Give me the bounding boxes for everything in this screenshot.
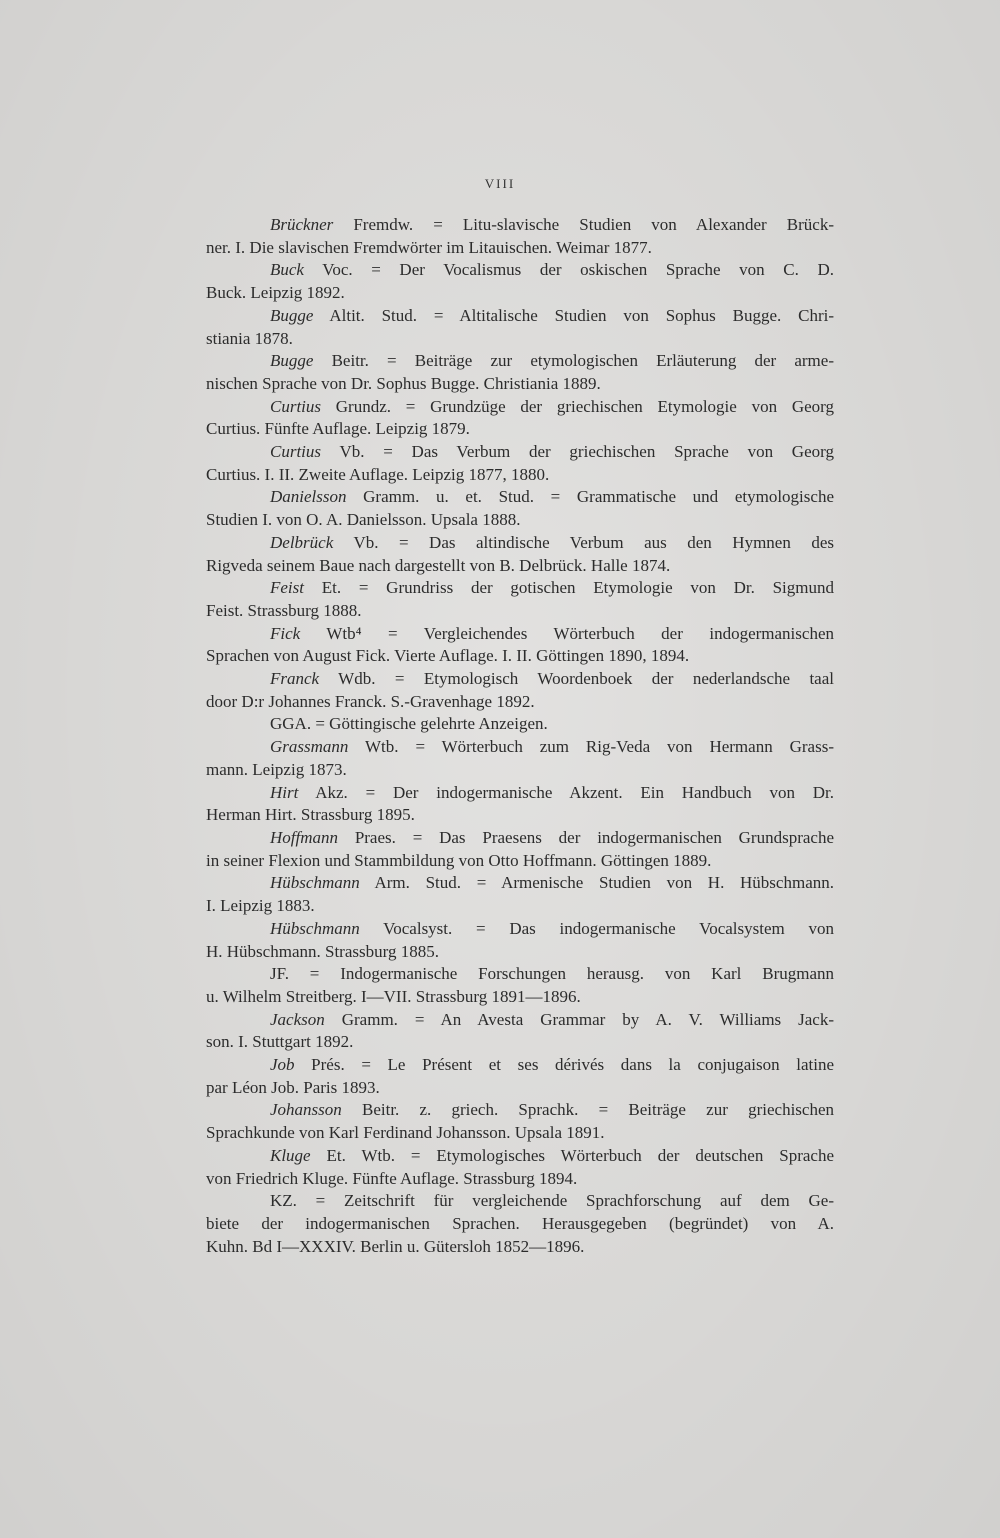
entry-abbreviation: Feist [270, 578, 304, 598]
entry-text: H. Hübschmann. Strassburg 1885. [206, 941, 439, 961]
entry-line [206, 600, 834, 623]
entry-text: door D:r Johannes Franck. S.-Gravenhage 1892. [206, 691, 535, 711]
entry-text: Curtius. I. II. Zweite Auflage. Leipzig 1877, 1880. [206, 464, 550, 484]
entry-line [206, 577, 834, 600]
entry-abbreviation: Kluge [270, 1145, 311, 1165]
entry-text: JF. = Indogermanische Forschungen herausg. von Karl Brugmann [270, 964, 834, 984]
entry-text: Curtius. Fünfte Auflage. Leipzig 1879. [206, 419, 470, 439]
entry-abbreviation: Curtius [270, 396, 322, 416]
bibliography-entry [206, 214, 834, 259]
entry-abbreviation: Fick [270, 623, 301, 643]
bibliography-entry [206, 623, 834, 668]
entry-text: mann. Leipzig 1873. [206, 759, 347, 779]
entry-line [206, 305, 834, 328]
entry-text: Vb. = Das altindische Verbum aus den Hymnen des [333, 532, 834, 552]
bibliography-entry [206, 1145, 834, 1190]
bibliography-entry [206, 872, 834, 917]
bibliography-entry [206, 963, 834, 1008]
bibliography-entry [206, 441, 834, 486]
entry-text: Wtb⁴ = Vergleichendes Wörterbuch der indogermanischen [300, 623, 834, 643]
entry-line [206, 645, 834, 668]
entry-text: Gramm. u. et. Stud. = Grammatische und etymologische [346, 487, 834, 507]
bibliography-entry [206, 713, 834, 736]
entry-abbreviation: Jackson [270, 1009, 325, 1029]
entry-line [206, 532, 834, 555]
entry-text: Sprachkunde von Karl Ferdinand Johansson. Upsala 1891. [206, 1123, 605, 1143]
entry-line [206, 214, 834, 237]
entry-line [206, 237, 834, 260]
entry-line [206, 872, 834, 895]
entry-abbreviation: Franck [270, 669, 320, 689]
entry-line [206, 1145, 834, 1168]
entry-line [206, 1099, 834, 1122]
entry-text: Grundz. = Grundzüge der griechischen Etymologie von Georg [321, 396, 834, 416]
entry-text: Kuhn. Bd I—XXXIV. Berlin u. Gütersloh 1852—1896. [206, 1236, 585, 1256]
entry-abbreviation: Hirt [270, 782, 299, 802]
entry-text: Gramm. = An Avesta Grammar by A. V. Williams Jack- [324, 1009, 834, 1029]
entry-line [206, 1236, 834, 1259]
entry-line [206, 464, 834, 487]
entry-line [206, 282, 834, 305]
entry-line [206, 555, 834, 578]
entry-line [206, 850, 834, 873]
entry-abbreviation: Job [270, 1055, 295, 1075]
entry-text: Akz. = Der indogermanische Akzent. Ein Handbuch von Dr. [298, 782, 834, 802]
entry-text: Beitr. z. griech. Sprachk. = Beiträge zur griechischen [341, 1100, 834, 1120]
entry-line [206, 328, 834, 351]
entry-line [206, 782, 834, 805]
entry-text: Altit. Stud. = Altitalische Studien von Sophus Bugge. Chri- [313, 305, 834, 325]
bibliography-entry [206, 1054, 834, 1099]
entry-line [206, 396, 834, 419]
entry-text: stiania 1878. [206, 328, 293, 348]
entry-abbreviation: Grassmann [270, 737, 349, 757]
bibliography-entry [206, 396, 834, 441]
entry-text: Arm. Stud. = Armenische Studien von H. Hübschmann. [359, 873, 834, 893]
entry-line [206, 441, 834, 464]
entry-line [206, 1077, 834, 1100]
entry-abbreviation: Johansson [270, 1100, 342, 1120]
bibliography-entry [206, 668, 834, 713]
entry-text: u. Wilhelm Streitberg. I—VII. Strassburg 1891—1896. [206, 986, 581, 1006]
entry-line [206, 895, 834, 918]
entry-text: Et. Wtb. = Etymologisches Wörterbuch der deutschen Sprache [310, 1145, 834, 1165]
entry-text: Feist. Strassburg 1888. [206, 600, 362, 620]
entry-text: Vb. = Das Verbum der griechischen Sprache von Georg [321, 442, 834, 462]
entry-text: GGA. = Göttingische gelehrte Anzeigen. [270, 714, 548, 734]
entry-text: Rigveda seinem Baue nach dargestellt von B. Delbrück. Halle 1874. [206, 555, 671, 575]
entry-text: biete der indogermanischen Sprachen. Herausgegeben (begründet) von A. [206, 1213, 834, 1233]
bibliography-entry [206, 532, 834, 577]
entry-abbreviation: Delbrück [270, 532, 334, 552]
entry-line [206, 668, 834, 691]
entry-text: Wtb. = Wörterbuch zum Rig-Veda von Hermann Grass- [348, 737, 834, 757]
entry-line [206, 963, 834, 986]
entry-text: Prés. = Le Présent et ses dérivés dans la conjugaison latine [294, 1055, 834, 1075]
entry-line [206, 691, 834, 714]
entry-text: Beitr. = Beiträge zur etymologischen Erläuterung der arme- [313, 351, 834, 371]
entry-abbreviation: Hübschmann [270, 918, 360, 938]
bibliography-entry [206, 577, 834, 622]
bibliography-entry [206, 918, 834, 963]
entry-text: ner. I. Die slavischen Fremdwörter im Litauischen. Weimar 1877. [206, 237, 652, 257]
entry-line [206, 1054, 834, 1077]
entry-text: Studien I. von O. A. Danielsson. Upsala 1888. [206, 510, 521, 530]
bibliography-entry [206, 350, 834, 395]
entry-abbreviation: Bugge [270, 305, 314, 325]
entry-line [206, 759, 834, 782]
entry-abbreviation: Buck [270, 260, 304, 280]
entry-text: Wdb. = Etymologisch Woordenboek der nederlandsche taal [319, 669, 834, 689]
bibliography-entry [206, 1009, 834, 1054]
bibliography-entry [206, 736, 834, 781]
entry-line [206, 486, 834, 509]
entry-abbreviation: Hübschmann [270, 873, 360, 893]
entry-text: son. I. Stuttgart 1892. [206, 1032, 354, 1052]
bibliography-entry [206, 1099, 834, 1144]
entry-abbreviation: Curtius [270, 442, 322, 462]
entry-line [206, 509, 834, 532]
entry-text: Praes. = Das Praesens der indogermanischen Grundsprache [338, 827, 834, 847]
entry-line [206, 827, 834, 850]
entry-line [206, 623, 834, 646]
entry-abbreviation: Hoffmann [270, 827, 338, 847]
entry-text: Fremdw. = Litu-slavische Studien von Alexander Brück- [333, 215, 834, 234]
entry-line [206, 804, 834, 827]
bibliography-entry [206, 259, 834, 304]
entry-text: Vocalsyst. = Das indogermanische Vocalsystem von [359, 918, 834, 938]
bibliography-entry [206, 486, 834, 531]
entry-line [206, 418, 834, 441]
bibliography-entry [206, 827, 834, 872]
entry-text: Sprachen von August Fick. Vierte Auflage. I. II. Göttingen 1890, 1894. [206, 646, 690, 666]
entry-text: Et. = Grundriss der gotischen Etymologie von Dr. Sigmund [304, 578, 834, 598]
entry-line [206, 1190, 834, 1213]
page-number: VIII [484, 176, 516, 191]
entry-text: von Friedrich Kluge. Fünfte Auflage. Strassburg 1894. [206, 1168, 578, 1188]
entry-line [206, 918, 834, 941]
bibliography-entry [206, 1190, 834, 1258]
bibliography-entry [206, 782, 834, 827]
entry-line [206, 259, 834, 282]
entry-text: nischen Sprache von Dr. Sophus Bugge. Christiania 1889. [206, 373, 601, 393]
entry-line [206, 713, 834, 736]
entry-line [206, 1168, 834, 1191]
entry-line [206, 1009, 834, 1032]
entry-line [206, 941, 834, 964]
entry-abbreviation: Bugge [270, 351, 314, 371]
entry-text: KZ. = Zeitschrift für vergleichende Sprachforschung auf dem Ge- [270, 1191, 834, 1211]
entry-text: Herman Hirt. Strassburg 1895. [206, 805, 415, 825]
entry-text: in seiner Flexion und Stammbildung von Otto Hoffmann. Göttingen 1889. [206, 850, 712, 870]
entry-abbreviation: Brückner [270, 215, 334, 234]
entry-line [206, 350, 834, 373]
entry-line [206, 373, 834, 396]
entry-line [206, 1213, 834, 1236]
abbreviation-list [206, 214, 834, 1258]
entry-abbreviation: Danielsson [270, 487, 347, 507]
entry-line [206, 1031, 834, 1054]
entry-text: I. Leipzig 1883. [206, 896, 315, 916]
entry-line [206, 1122, 834, 1145]
entry-text: Buck. Leipzig 1892. [206, 283, 345, 303]
bibliography-entry [206, 305, 834, 350]
entry-text: Voc. = Der Vocalismus der oskischen Sprache von C. D. [303, 260, 834, 280]
entry-line [206, 986, 834, 1009]
entry-text: par Léon Job. Paris 1893. [206, 1077, 380, 1097]
entry-line [206, 736, 834, 759]
